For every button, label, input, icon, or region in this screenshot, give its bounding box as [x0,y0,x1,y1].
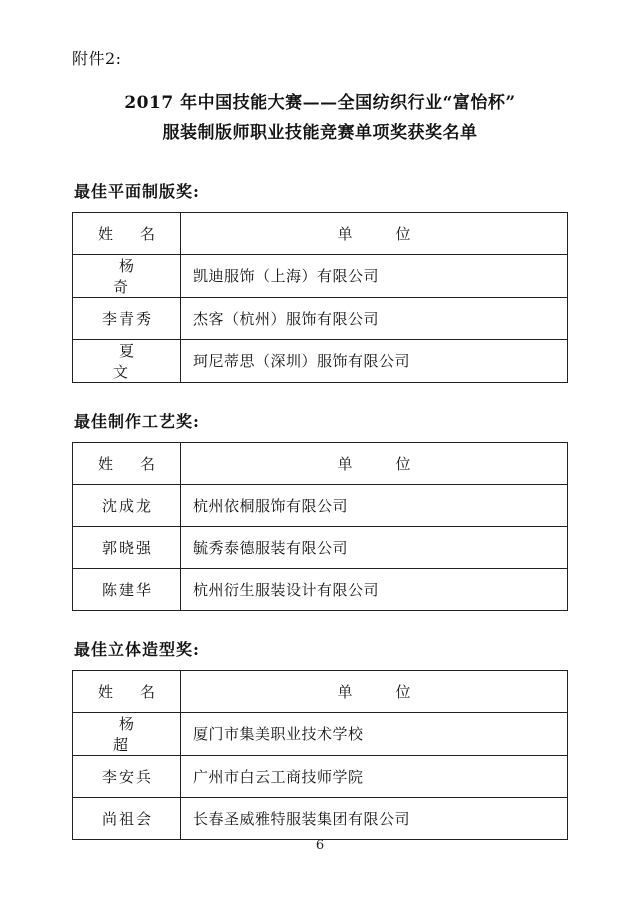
cell-unit: 珂尼蒂思（深圳）服饰有限公司 [181,339,568,382]
column-header-unit: 单 位 [181,442,568,484]
table-header-row [73,212,568,254]
award-section [72,637,568,840]
award-sections [72,179,568,840]
table-row [73,297,568,339]
cell-unit: 杭州依桐服饰有限公司 [181,484,568,526]
section-heading: 最佳制作工艺奖: [74,411,200,431]
cell-name: 杨 奇 [73,254,181,297]
cell-unit: 杭州衍生服装设计有限公司 [181,568,568,610]
award-section [72,409,568,611]
award-section [72,179,568,383]
cell-name: 郭晓强 [73,526,181,568]
page-number: 6 [315,838,325,853]
column-header-unit: 单 位 [181,670,568,712]
attachment-label: 附件2: [72,49,122,68]
table-row [73,339,568,382]
section-heading: 最佳平面制版奖: [74,181,200,201]
cell-unit: 广州市白云工商技师学院 [181,755,568,797]
table-row [73,712,568,755]
cell-unit: 凯迪服饰（上海）有限公司 [181,254,568,297]
cell-unit: 厦门市集美职业技术学校 [181,712,568,755]
section-heading: 最佳立体造型奖: [74,639,200,659]
cell-name: 李青秀 [73,297,181,339]
page-title [72,89,568,149]
table-header-row [73,670,568,712]
award-table [72,442,568,611]
column-header-name: 姓 名 [73,212,181,254]
table-header-row [73,442,568,484]
page-title-line-2: 服装制版师职业技能竞赛单项奖获奖名单 [162,122,478,143]
cell-unit: 杰客（杭州）服饰有限公司 [181,297,568,339]
cell-unit: 长春圣威雅特服装集团有限公司 [181,797,568,839]
table-row [73,526,568,568]
column-header-name: 姓 名 [73,670,181,712]
page-title-line-1: 2017 年中国技能大赛——全国纺织行业“富怡杯” [124,93,516,113]
table-row [73,484,568,526]
table-row [73,568,568,610]
table-row [73,797,568,839]
award-table [72,212,568,383]
cell-unit: 毓秀泰德服装有限公司 [181,526,568,568]
column-header-unit: 单 位 [181,212,568,254]
column-header-name: 姓 名 [73,442,181,484]
award-table [72,670,568,840]
cell-name: 沈成龙 [73,484,181,526]
cell-name: 李安兵 [73,755,181,797]
table-row [73,755,568,797]
table-row [73,254,568,297]
cell-name: 陈建华 [73,568,181,610]
cell-name: 杨 超 [73,712,181,755]
cell-name: 夏 文 [73,339,181,382]
cell-name: 尚祖会 [73,797,181,839]
